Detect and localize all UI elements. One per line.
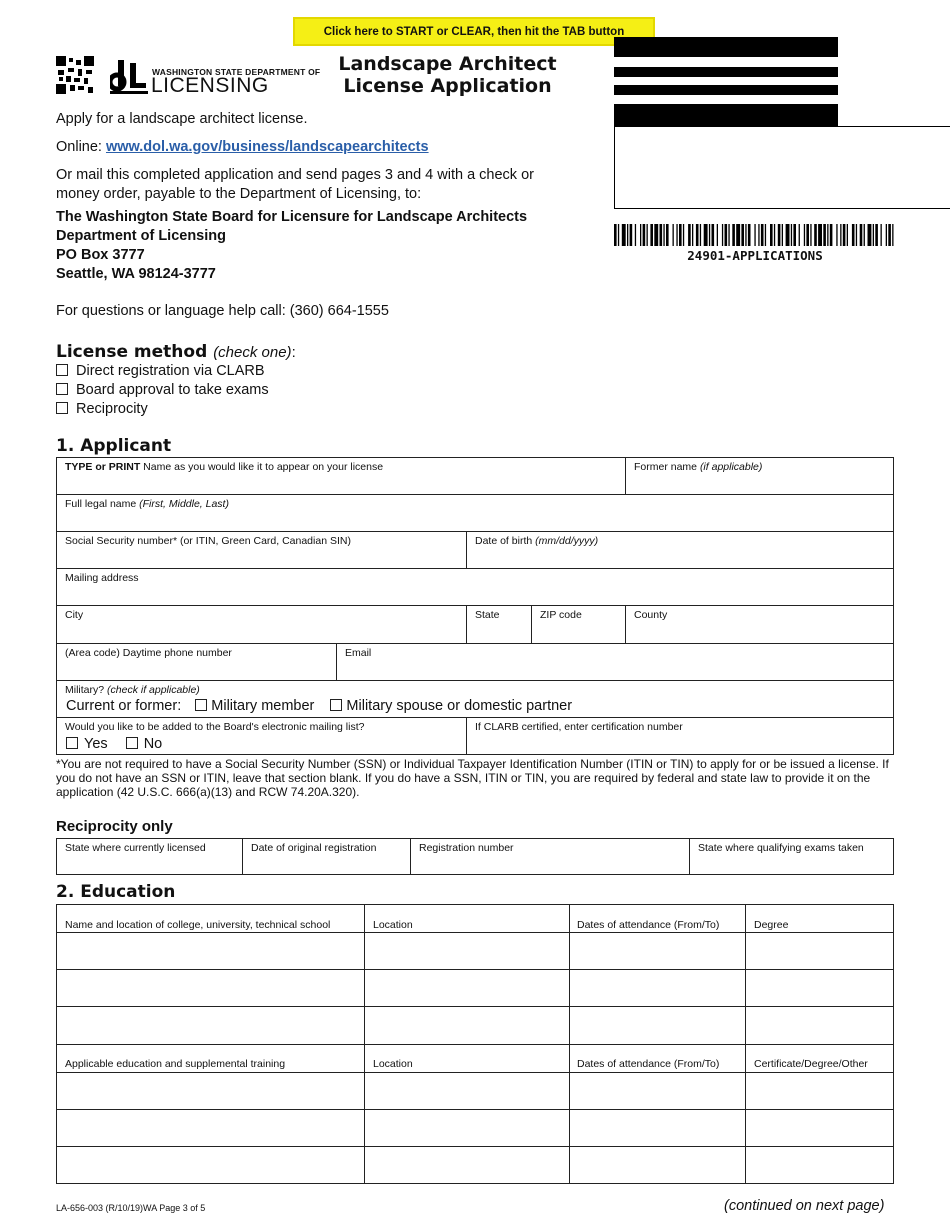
checkbox[interactable] bbox=[56, 383, 68, 395]
method-option-clarb[interactable]: Direct registration via CLARB bbox=[56, 362, 265, 380]
office-use-bar bbox=[614, 37, 838, 57]
help-line: For questions or language help call: (360) 664-1555 bbox=[56, 303, 389, 319]
mail-instructions: Or mail this completed application and send pages 3 and 4 with a check or money order, payable to the Department of Licensing, to: bbox=[56, 167, 534, 202]
dob-input[interactable] bbox=[473, 549, 887, 565]
clarb-number-input[interactable] bbox=[473, 735, 887, 751]
intro-line: Apply for a landscape architect license. bbox=[56, 111, 308, 127]
checkbox[interactable] bbox=[56, 402, 68, 414]
clarb-number-field[interactable]: If CLARB certified, enter certification number bbox=[466, 717, 894, 755]
city-field[interactable]: City bbox=[56, 605, 467, 644]
dol-logo-icon bbox=[110, 60, 148, 94]
office-use-bar bbox=[614, 85, 838, 95]
education-heading: 2. Education bbox=[56, 882, 176, 902]
mailing-list-options: Yes No bbox=[66, 736, 162, 752]
reciprocity-state-field[interactable]: State where currently licensed bbox=[56, 838, 243, 875]
barcode-text: 24901-APPLICATIONS bbox=[687, 248, 823, 263]
reciprocity-exam-state-field[interactable]: State where qualifying exams taken bbox=[689, 838, 894, 875]
edu-col-dates: Dates of attendance (From/To) bbox=[577, 919, 720, 931]
qr-code-icon bbox=[56, 56, 94, 94]
state-field[interactable]: State bbox=[466, 605, 532, 644]
mailing-address-input[interactable] bbox=[63, 586, 887, 602]
form-id: LA-656-003 (R/10/19)WA Page 3 of 5 bbox=[56, 1203, 206, 1213]
office-use-bar bbox=[614, 104, 838, 126]
zip-input[interactable] bbox=[538, 624, 619, 640]
military-spouse-checkbox[interactable] bbox=[330, 699, 342, 711]
email-field[interactable]: Email bbox=[336, 643, 894, 681]
reciprocity-state-input[interactable] bbox=[63, 855, 236, 871]
dob-field[interactable]: Date of birth (mm/dd/yyyy) bbox=[466, 531, 894, 569]
applicant-heading: 1. Applicant bbox=[56, 436, 172, 456]
reciprocity-number-input[interactable] bbox=[417, 855, 683, 871]
method-option-exams[interactable]: Board approval to take exams bbox=[56, 381, 269, 399]
reciprocity-heading: Reciprocity only bbox=[56, 818, 173, 835]
county-input[interactable] bbox=[632, 624, 887, 640]
former-name-field[interactable]: Former name (if applicable) bbox=[625, 457, 894, 495]
ssn-field[interactable]: Social Security number* (or ITIN, Green Card, Canadian SIN) bbox=[56, 531, 467, 569]
mailing-list-field: Would you like to be added to the Board's electronic mailing list? Yes No bbox=[56, 717, 467, 755]
legal-name-input[interactable] bbox=[63, 512, 887, 528]
mailing-address-block: The Washington State Board for Licensure for Landscape Architects Department of Licensing PO Box 3777 Seattle, WA 98124-3777 bbox=[56, 209, 528, 282]
county-field[interactable]: County bbox=[625, 605, 894, 644]
military-member-checkbox[interactable] bbox=[195, 699, 207, 711]
agency-line: WASHINGTON STATE DEPARTMENT OF bbox=[152, 67, 321, 77]
city-input[interactable] bbox=[63, 624, 460, 640]
education-table bbox=[56, 904, 894, 1184]
reciprocity-date-field[interactable]: Date of original registration bbox=[242, 838, 411, 875]
ssn-footnote: *You are not required to have a Social Security Number (SSN) or Individual Taxpayer Identification Number (ITIN or TIN) to apply for or be issued a license. If you do not have an SSN or ITIN, leave that section blank. If you do have a SSN, ITIN or TIN, you are required by federal and state law to provide it on the application (42 U.S.C. 666(a)(13) and RCW 74.20A.320). bbox=[56, 757, 889, 799]
mailing-address-field[interactable]: Mailing address bbox=[56, 568, 894, 606]
online-line: Online: www.dol.wa.gov/business/landscapearchitects bbox=[56, 139, 429, 155]
email-input[interactable] bbox=[343, 661, 887, 677]
training-col-certificate: Certificate/Degree/Other bbox=[754, 1058, 868, 1070]
method-option-reciprocity[interactable]: Reciprocity bbox=[56, 400, 148, 418]
former-name-input[interactable] bbox=[632, 475, 887, 491]
page-title: Landscape Architect License Application bbox=[338, 53, 557, 97]
agency-name: LICENSING bbox=[151, 74, 269, 97]
mailing-list-no-checkbox[interactable] bbox=[126, 737, 138, 749]
license-method-heading: License method (check one): bbox=[56, 342, 296, 362]
military-field: Military? (check if applicable) Current or former: Military member Military spouse or domestic partner bbox=[56, 680, 894, 718]
ssn-input[interactable] bbox=[63, 549, 460, 565]
checkbox[interactable] bbox=[56, 364, 68, 376]
training-col-name: Applicable education and supplemental training bbox=[65, 1058, 286, 1070]
license-name-field[interactable]: TYPE or PRINT Name as you would like it to appear on your license bbox=[56, 457, 626, 495]
military-options: Current or former: Military member Military spouse or domestic partner bbox=[66, 698, 573, 714]
reciprocity-number-field[interactable]: Registration number bbox=[410, 838, 690, 875]
mailing-list-yes-checkbox[interactable] bbox=[66, 737, 78, 749]
barcode-icon bbox=[614, 224, 896, 246]
training-col-location: Location bbox=[373, 1058, 413, 1070]
training-col-dates: Dates of attendance (From/To) bbox=[577, 1058, 720, 1070]
phone-field[interactable]: (Area code) Daytime phone number bbox=[56, 643, 337, 681]
edu-col-degree: Degree bbox=[754, 919, 789, 931]
license-name-input[interactable] bbox=[63, 475, 619, 491]
phone-input[interactable] bbox=[63, 661, 330, 677]
edu-col-school: Name and location of college, university, technical school bbox=[65, 919, 331, 931]
reciprocity-exam-state-input[interactable] bbox=[696, 855, 887, 871]
start-clear-button[interactable]: Click here to START or CLEAR, then hit the TAB button bbox=[293, 17, 655, 46]
online-link[interactable]: www.dol.wa.gov/business/landscapearchitects bbox=[105, 139, 429, 155]
continued-note: (continued on next page) bbox=[724, 1198, 885, 1214]
state-input[interactable] bbox=[473, 624, 525, 640]
reciprocity-date-input[interactable] bbox=[249, 855, 404, 871]
legal-name-field[interactable]: Full legal name (First, Middle, Last) bbox=[56, 494, 894, 532]
edu-col-location: Location bbox=[373, 919, 413, 931]
office-use-box bbox=[614, 126, 950, 209]
office-use-bar bbox=[614, 67, 838, 77]
zip-field[interactable]: ZIP code bbox=[531, 605, 626, 644]
